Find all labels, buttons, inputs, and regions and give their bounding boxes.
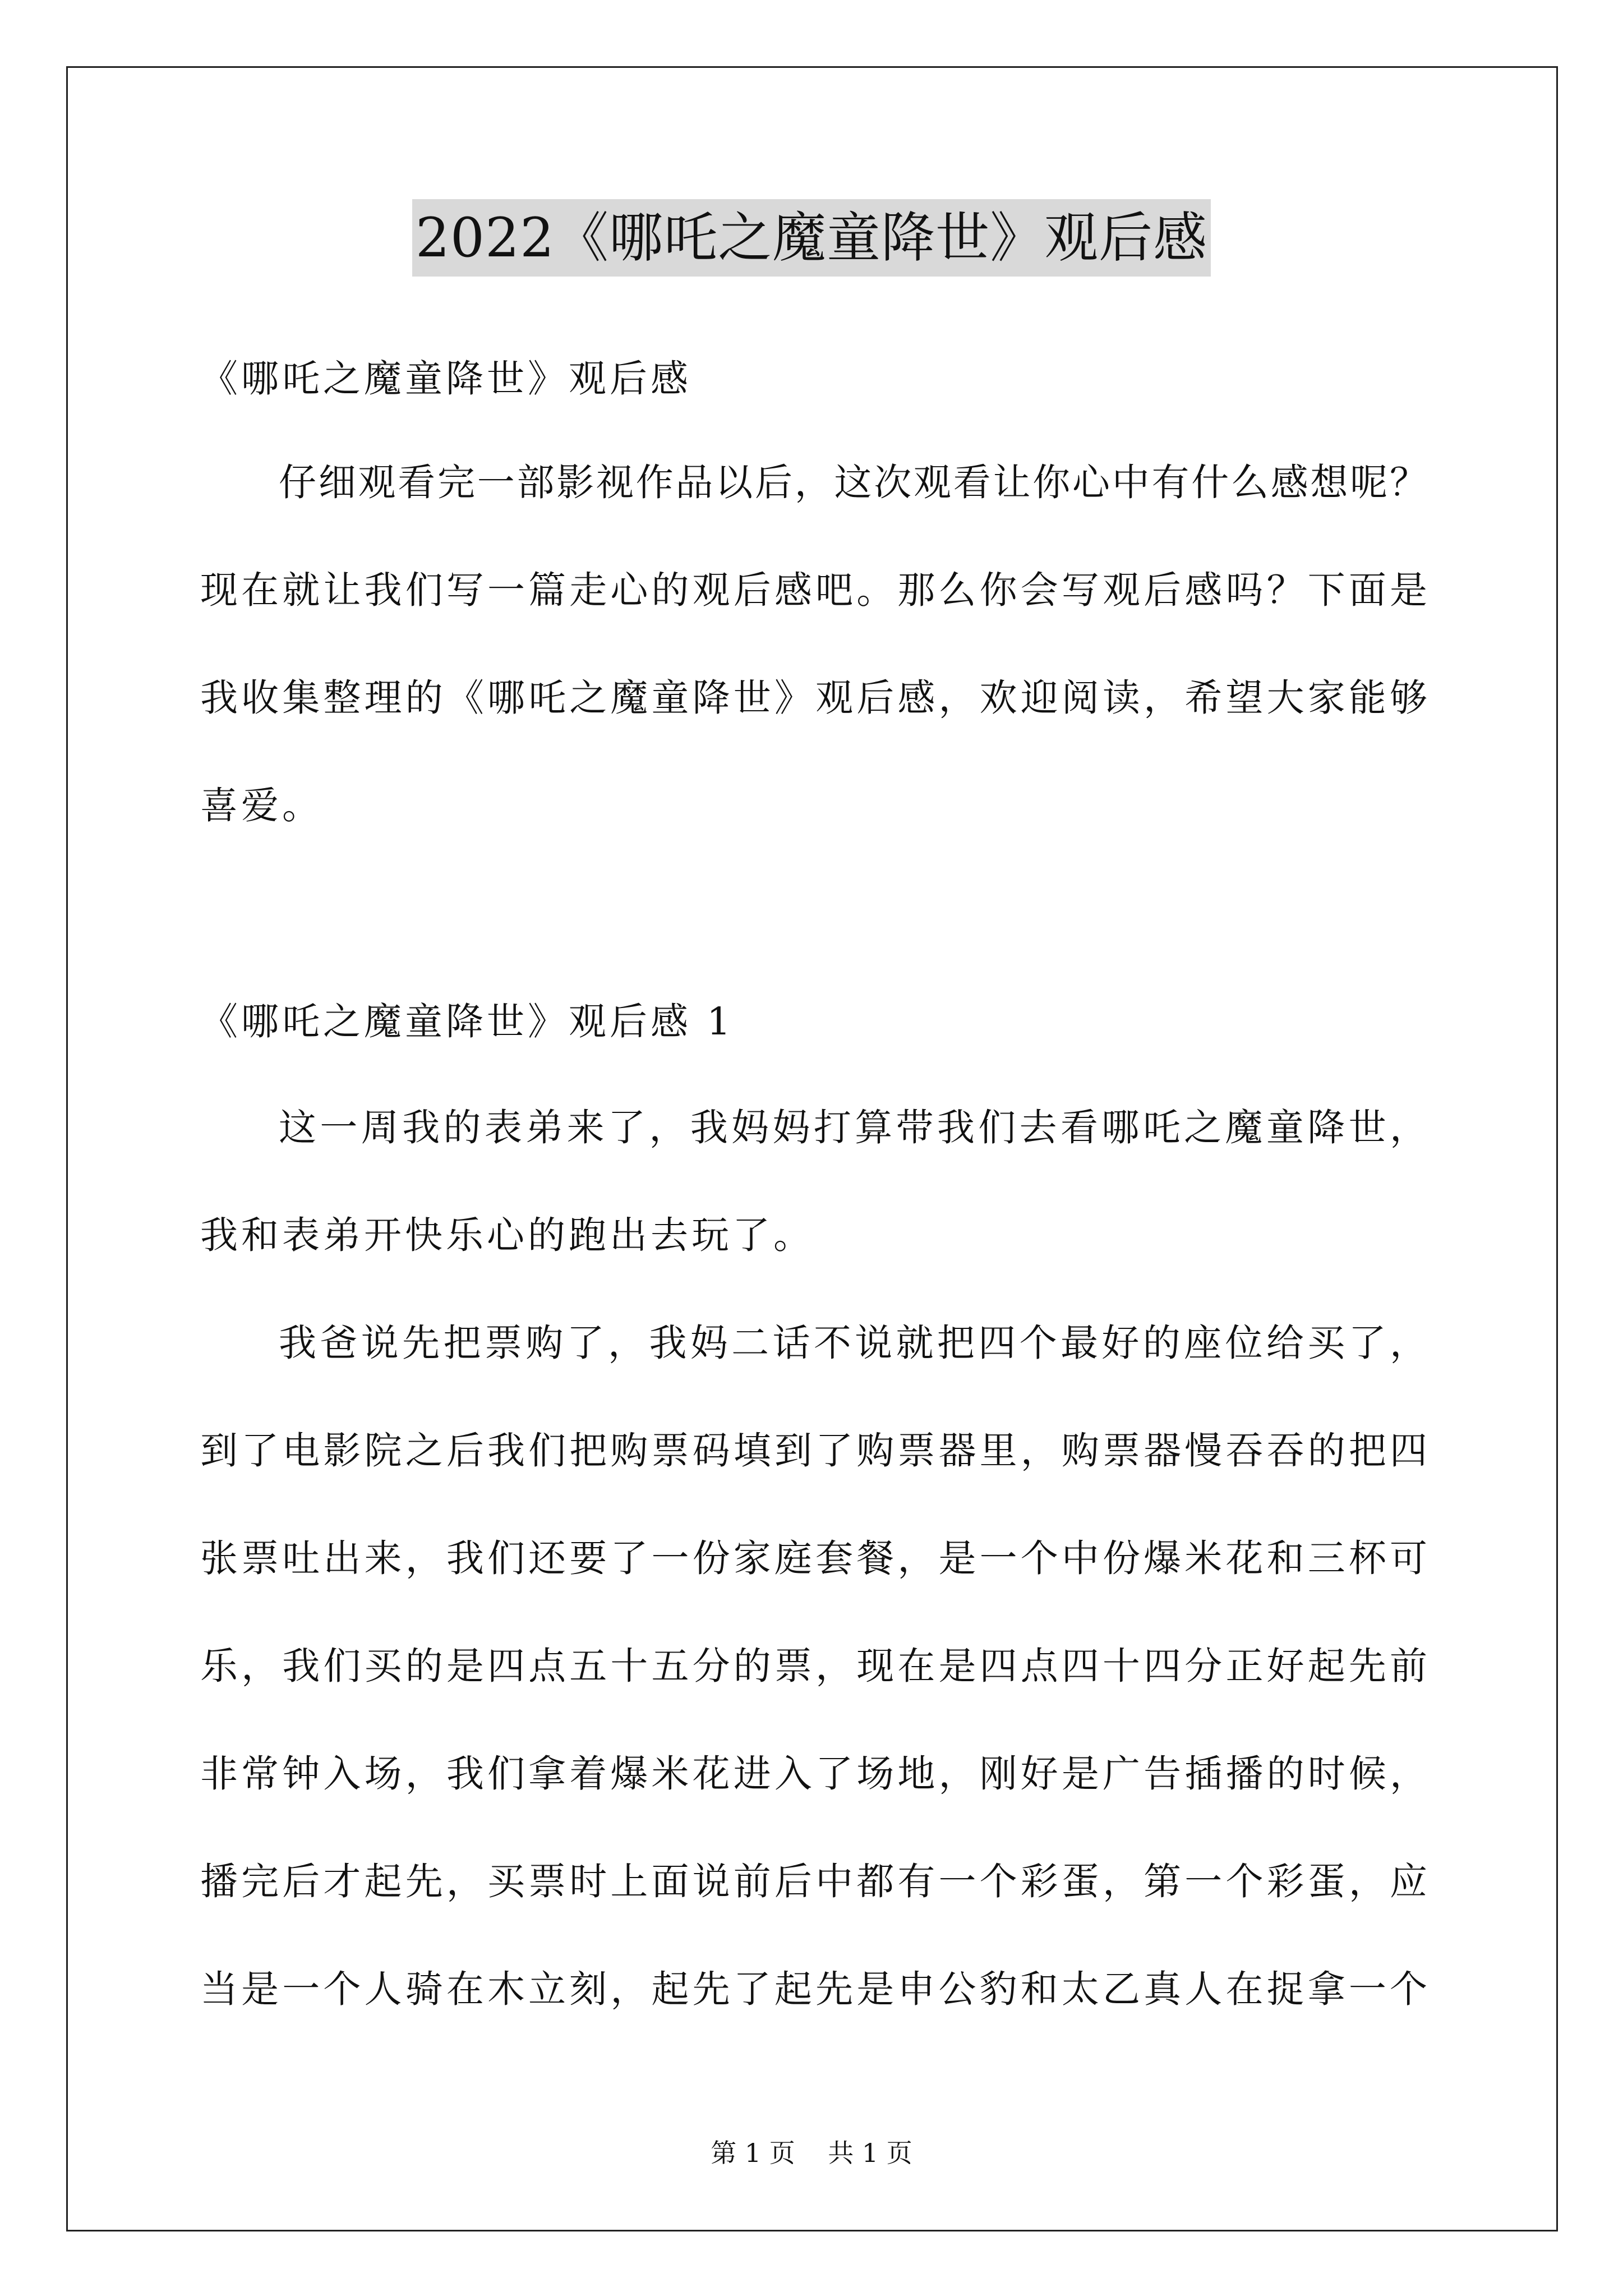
document-title: 2022《哪吒之魔童降世》观后感 <box>412 199 1211 277</box>
paragraph-line: 喜爱。 <box>200 784 323 827</box>
paragraph-line: 张票吐出来，我们还要了一份家庭套餐，是一个中份爆米花和三杯可 <box>200 1536 1427 1580</box>
subtitle-line: 《哪吒之魔童降世》观后感 <box>200 357 691 401</box>
paragraph-line: 我和表弟开快乐心的跑出去玩了。 <box>200 1213 814 1257</box>
paragraph-line: 非常钟入场，我们拿着爆米花进入了场地，刚好是广告插播的时候， <box>200 1752 1427 1796</box>
paragraph-line: 乐，我们买的是四点五十五分的票，现在是四点四十四分正好起先前 <box>200 1644 1427 1688</box>
paragraph-line: 现在就让我们写一篇走心的观后感吧。那么你会写观后感吗？下面是 <box>200 568 1427 612</box>
paragraph-line: 仔细观看完一部影视作品以后，这次观看让你心中有什么感想呢？ <box>279 461 1427 504</box>
title-container <box>0 199 1623 277</box>
paragraph-line: 到了电影院之后我们把购票码填到了购票器里，购票器慢吞吞的把四 <box>200 1429 1427 1473</box>
paragraph-line: 我爸说先把票购了，我妈二话不说就把四个最好的座位给买了， <box>279 1321 1427 1365</box>
section-heading: 《哪吒之魔童降世》观后感 1 <box>200 1000 734 1043</box>
paragraph-line: 播完后才起先，买票时上面说前后中都有一个彩蛋，第一个彩蛋，应 <box>200 1860 1427 1903</box>
paragraph-line: 这一周我的表弟来了，我妈妈打算带我们去看哪吒之魔童降世， <box>279 1106 1427 1149</box>
paragraph-line: 当是一个人骑在木立刻，起先了起先是申公豹和太乙真人在捉拿一个 <box>200 1967 1427 2011</box>
page-footer: 第 1 页 共 1 页 <box>711 2138 912 2168</box>
paragraph-line: 我收集整理的《哪吒之魔童降世》观后感，欢迎阅读，希望大家能够 <box>200 676 1427 720</box>
